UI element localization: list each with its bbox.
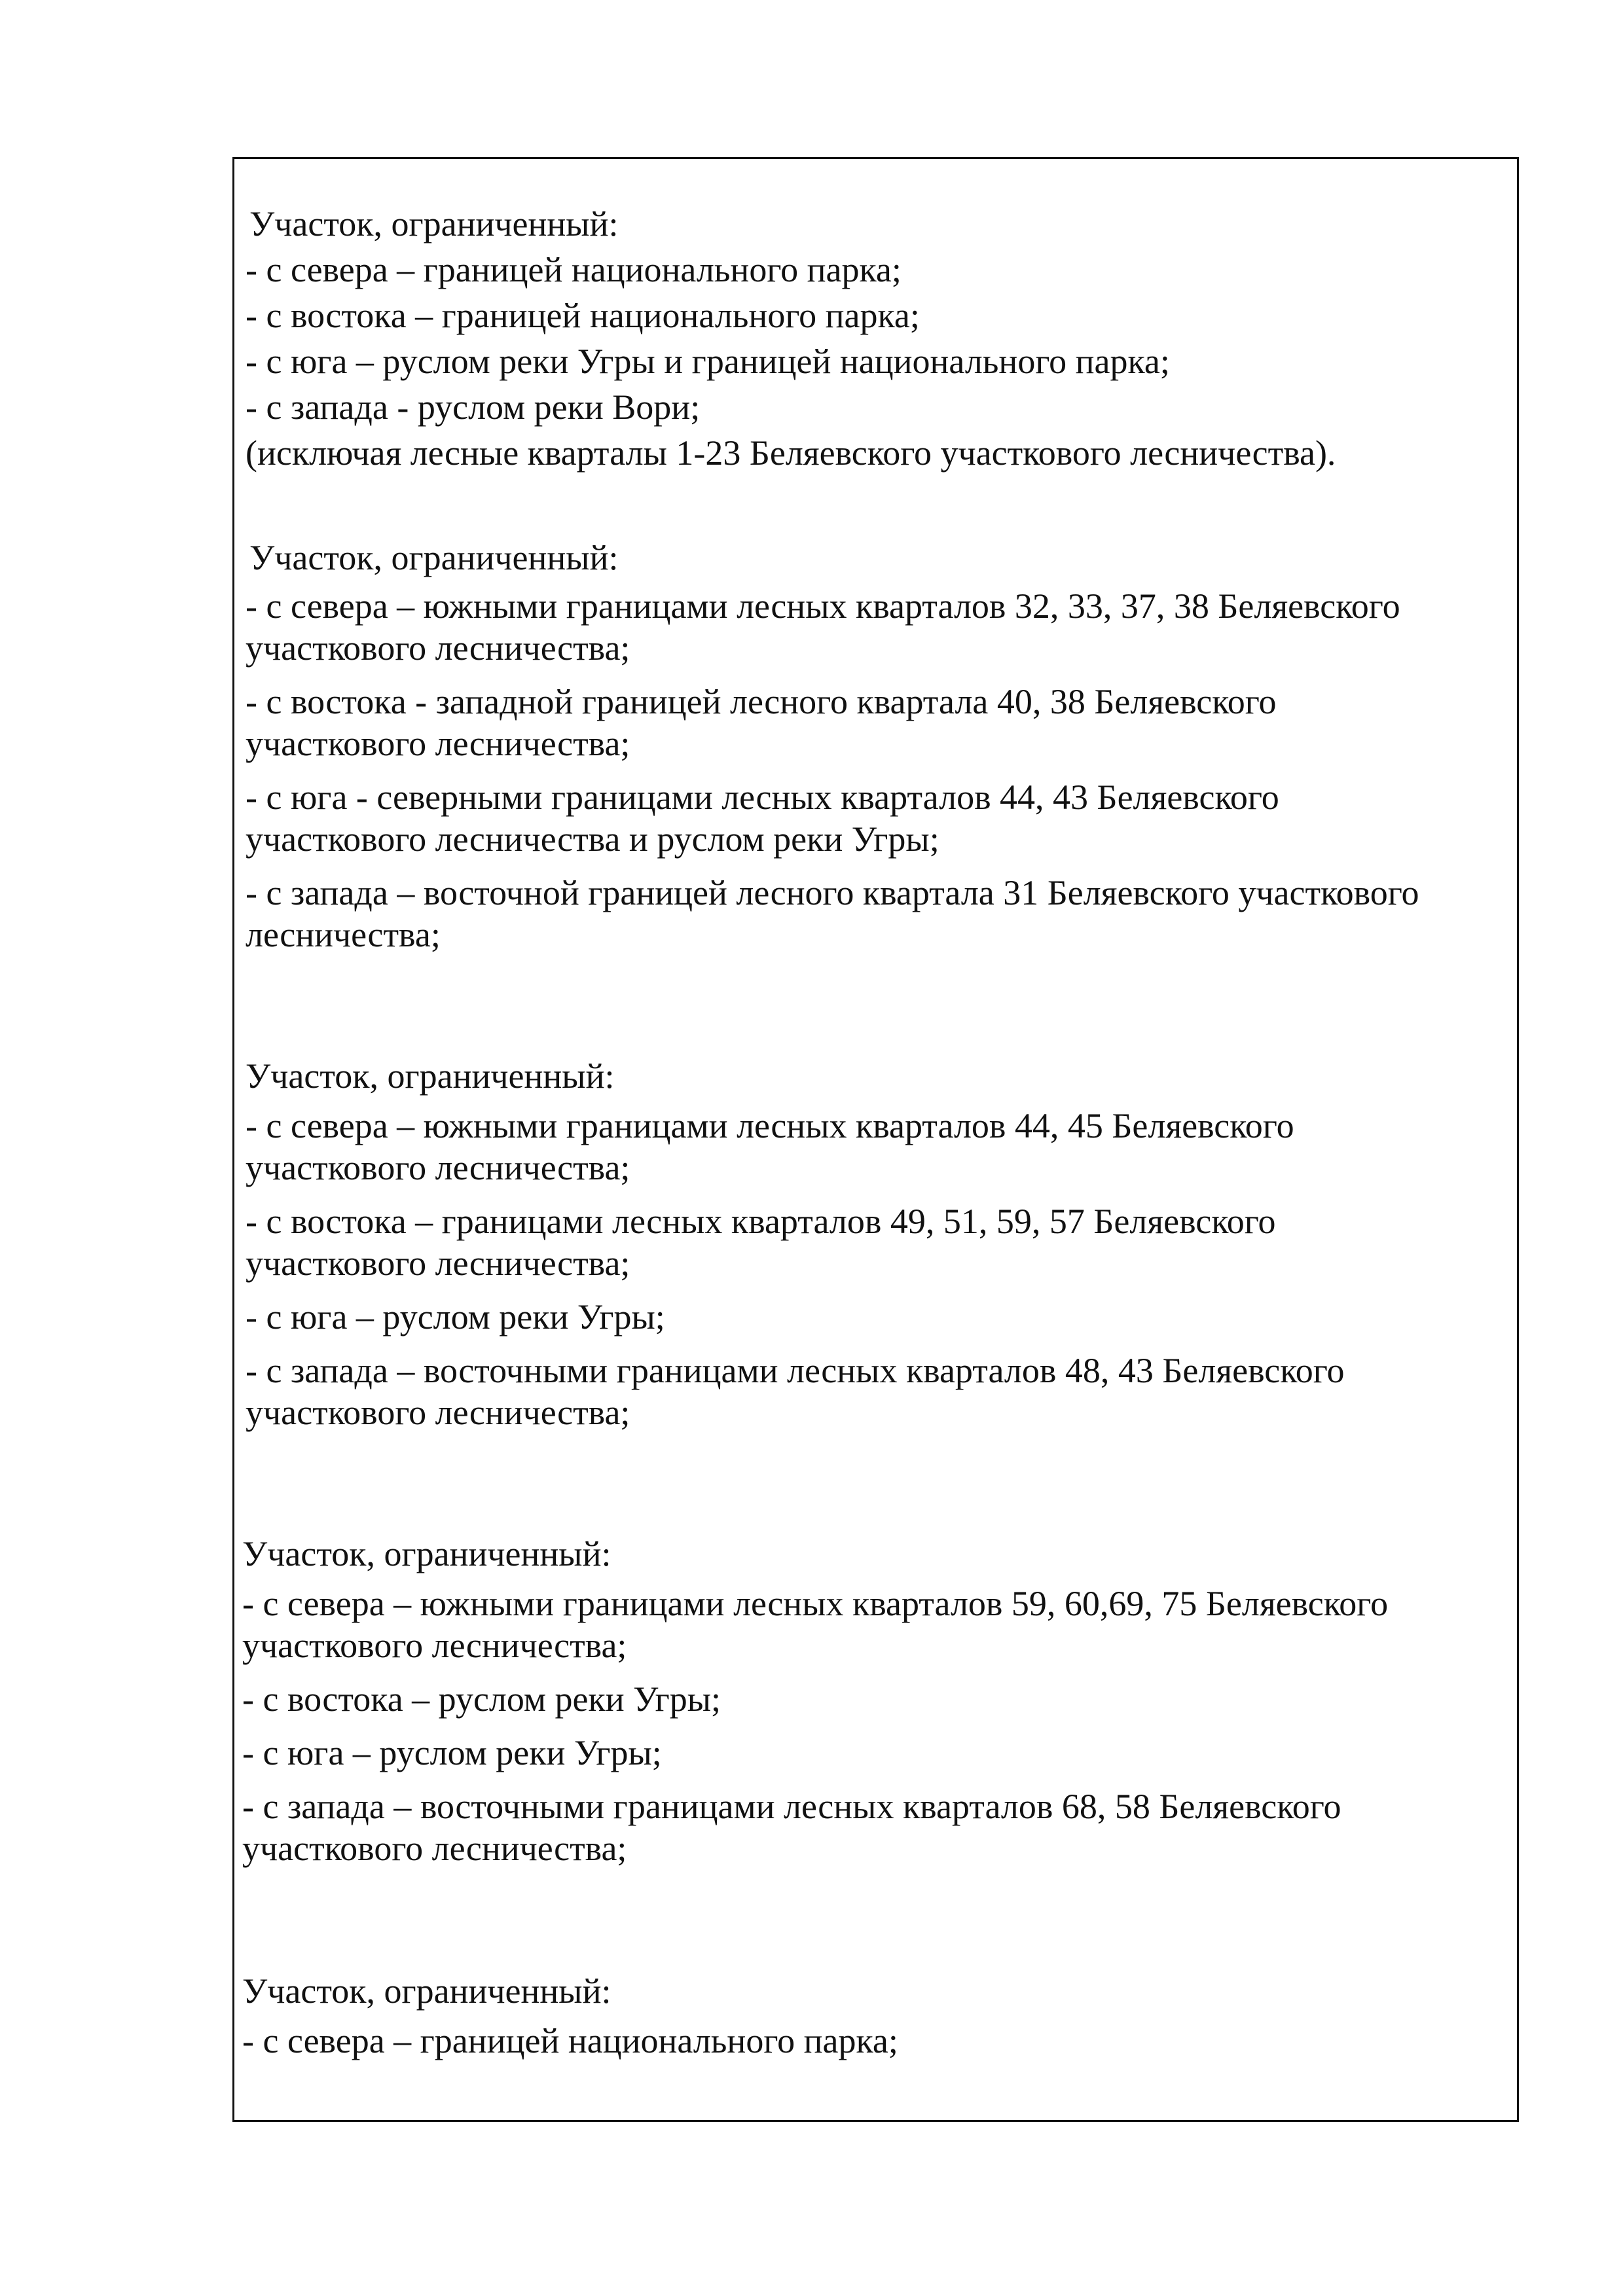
exclusion-note: (исключая лесные кварталы 1-23 Беляевского участкового лесничества). [246, 433, 1336, 473]
boundary-south: - с юга – руслом реки Угры; [242, 1733, 662, 1772]
boundary-north: - с севера – южными границами лесных кварталов 44, 45 Беляевского [246, 1106, 1294, 1145]
boundary-north-continued: участкового лесничества; [246, 1148, 630, 1187]
boundary-east: - с востока – границами лесных кварталов 49, 51, 59, 57 Беляевского [246, 1202, 1276, 1241]
boundary-south: - с юга – руслом реки Угры; [246, 1297, 665, 1336]
boundary-south-continued: участкового лесничества и руслом реки Угры; [246, 819, 939, 859]
boundary-west: - с запада – восточными границами лесных кварталов 48, 43 Беляевского [246, 1351, 1345, 1390]
section-heading: Участок, ограниченный: [242, 1534, 611, 1573]
section-heading: Участок, ограниченный: [242, 1971, 611, 2011]
boundary-north: - с севера – южными границами лесных кварталов 59, 60,69, 75 Беляевского [242, 1584, 1389, 1623]
boundary-west-continued: участкового лесничества; [246, 1393, 630, 1432]
boundary-west-continued: участкового лесничества; [242, 1829, 627, 1868]
boundary-north: - с севера – границей национального парка; [246, 250, 902, 289]
boundary-west: - с запада - руслом реки Вори; [246, 387, 701, 427]
boundary-east: - с востока – границей национального парка; [246, 296, 920, 335]
boundary-north: - с севера – границей национального парка; [242, 2021, 898, 2060]
boundary-west: - с запада – восточной границей лесного квартала 31 Беляевского участкового [246, 873, 1419, 912]
boundary-east-continued: участкового лесничества; [246, 1244, 630, 1283]
boundary-west: - с запада – восточными границами лесных кварталов 68, 58 Беляевского [242, 1787, 1341, 1826]
section-heading: Участок, ограниченный: [246, 1056, 615, 1096]
boundary-south: - с юга – руслом реки Угры и границей национального парка; [246, 342, 1170, 381]
section-heading: Участок, ограниченный: [249, 204, 619, 243]
section-heading: Участок, ограниченный: [249, 538, 619, 577]
boundary-north: - с севера – южными границами лесных кварталов 32, 33, 37, 38 Беляевского [246, 586, 1400, 626]
boundary-east: - с востока – руслом реки Угры; [242, 1679, 721, 1719]
boundary-east-continued: участкового лесничества; [246, 724, 630, 763]
boundary-east: - с востока - западной границей лесного квартала 40, 38 Беляевского [246, 682, 1277, 721]
boundary-west-continued: лесничества; [246, 915, 441, 954]
boundary-north-continued: участкового лесничества; [242, 1626, 627, 1665]
boundary-north-continued: участкового лесничества; [246, 628, 630, 668]
document-frame [232, 157, 1519, 2122]
boundary-south: - с юга - северными границами лесных кварталов 44, 43 Беляевского [246, 778, 1279, 817]
